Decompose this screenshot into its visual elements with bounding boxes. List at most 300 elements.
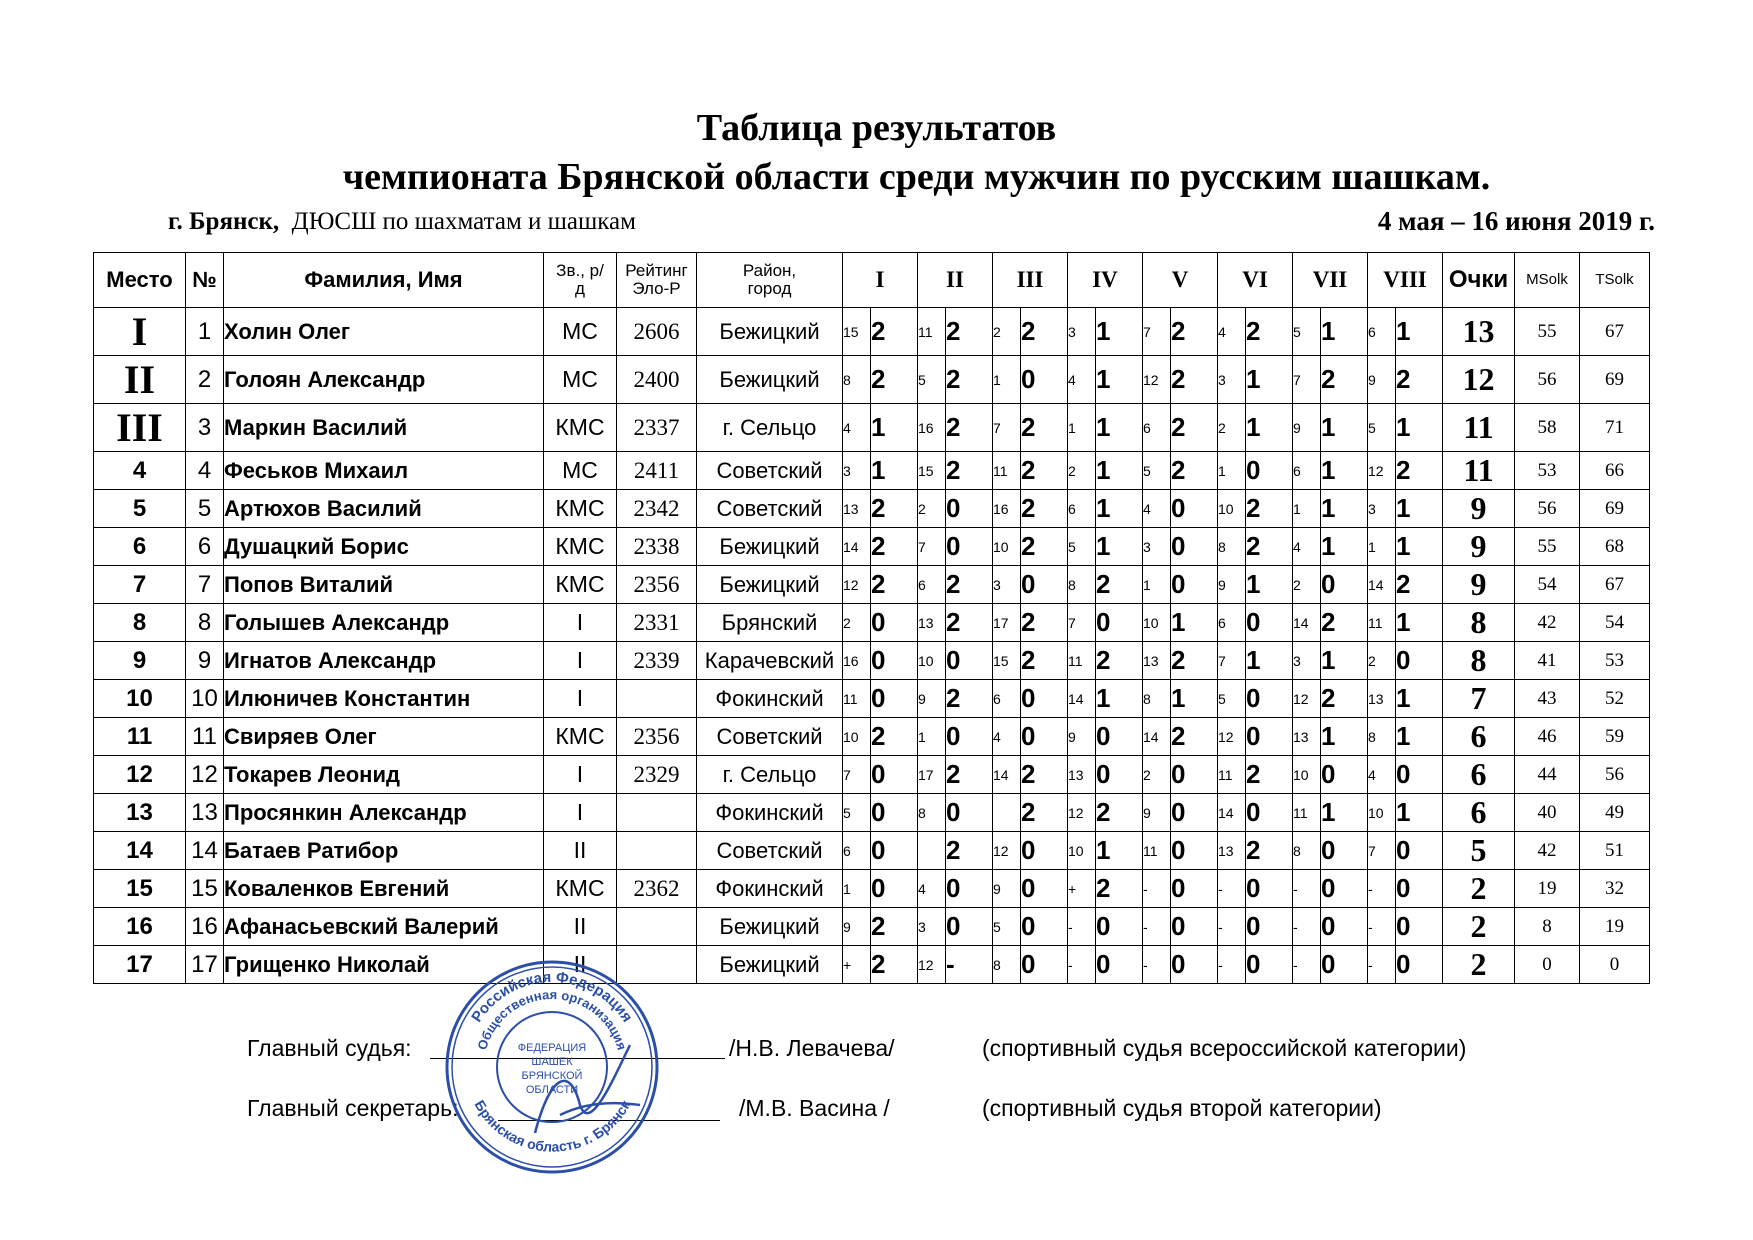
district-cell: г. Сельцо: [697, 756, 843, 794]
round-score: 0: [1021, 718, 1068, 756]
table-row: [94, 604, 1650, 642]
round-score: 0: [1171, 946, 1218, 984]
round-score: 0: [1096, 908, 1143, 946]
district-cell: г. Сельцо: [697, 404, 843, 452]
header-msolk: MSolk: [1515, 253, 1580, 308]
round-score: 1: [1396, 680, 1443, 718]
round-score: 1: [871, 452, 918, 490]
round-opponent: 13: [918, 604, 946, 642]
number-cell: 3: [186, 404, 224, 452]
round-score: 0: [1021, 908, 1068, 946]
rating-cell: 2337: [617, 404, 697, 452]
table-row: [94, 756, 1650, 794]
round-opponent: 10: [1143, 604, 1171, 642]
district-cell: Бежицкий: [697, 946, 843, 984]
player-name: Коваленков Евгений: [224, 870, 544, 908]
round-opponent: 12: [1293, 680, 1321, 718]
round-opponent: [993, 794, 1021, 832]
points-cell: 5: [1443, 832, 1515, 870]
table-row: [94, 566, 1650, 604]
number-cell: 16: [186, 908, 224, 946]
round-score: 1: [1396, 718, 1443, 756]
round-score: 2: [1171, 642, 1218, 680]
round-opponent: -: [1293, 908, 1321, 946]
points-cell: 6: [1443, 756, 1515, 794]
round-opponent: 13: [1143, 642, 1171, 680]
points-cell: 6: [1443, 794, 1515, 832]
round-score: 1: [1321, 794, 1368, 832]
round-opponent: 7: [1143, 308, 1171, 356]
round-score: 0: [1321, 832, 1368, 870]
header-name: Фамилия, Имя: [224, 253, 544, 308]
round-score: 2: [1321, 604, 1368, 642]
round-score: 0: [1096, 756, 1143, 794]
district-cell: Фокинский: [697, 680, 843, 718]
round-opponent: 6: [1368, 308, 1396, 356]
round-score: 2: [871, 528, 918, 566]
round-opponent: 15: [918, 452, 946, 490]
round-score: 0: [946, 794, 993, 832]
round-score: 0: [1396, 946, 1443, 984]
points-cell: 9: [1443, 528, 1515, 566]
round-opponent: 6: [918, 566, 946, 604]
round-opponent: 3: [918, 908, 946, 946]
rank-cell: II: [544, 832, 617, 870]
header-rank: Зв., р/д: [544, 253, 617, 308]
table-row: [94, 680, 1650, 718]
round-score: 0: [1396, 908, 1443, 946]
round-opponent: 4: [1143, 490, 1171, 528]
round-score: 1: [1396, 604, 1443, 642]
round-score: 2: [1021, 794, 1068, 832]
round-score: 1: [1096, 832, 1143, 870]
stamp-inner-line-3: БРЯНСКОЙ: [521, 1070, 583, 1082]
round-score: 0: [1246, 680, 1293, 718]
round-opponent: -: [1368, 870, 1396, 908]
rank-cell: МС: [544, 356, 617, 404]
points-cell: 8: [1443, 642, 1515, 680]
round-score: 0: [1171, 528, 1218, 566]
round-opponent: 15: [993, 642, 1021, 680]
round-opponent: 1: [993, 356, 1021, 404]
round-opponent: 7: [918, 528, 946, 566]
msolk-cell: 56: [1515, 490, 1580, 528]
round-opponent: 14: [1218, 794, 1246, 832]
round-opponent: 6: [1293, 452, 1321, 490]
round-score: 0: [871, 832, 918, 870]
table-row: [94, 490, 1650, 528]
table-row: [94, 528, 1650, 566]
round-score: 0: [871, 642, 918, 680]
header-round-5: V: [1143, 253, 1218, 308]
tsolk-cell: 59: [1580, 718, 1650, 756]
district-cell: Бежицкий: [697, 566, 843, 604]
round-score: 0: [1096, 604, 1143, 642]
points-cell: 7: [1443, 680, 1515, 718]
round-opponent: 7: [843, 756, 871, 794]
rating-cell: 2339: [617, 642, 697, 680]
round-score: 2: [871, 356, 918, 404]
round-opponent: 14: [1293, 604, 1321, 642]
venue: ДЮСШ по шахматам и шашкам: [291, 208, 636, 235]
round-opponent: 4: [1218, 308, 1246, 356]
round-score: 1: [1396, 794, 1443, 832]
round-score: 0: [871, 604, 918, 642]
round-score: 0: [1396, 870, 1443, 908]
round-score: 2: [1096, 794, 1143, 832]
round-opponent: 9: [1143, 794, 1171, 832]
round-opponent: -: [1218, 908, 1246, 946]
player-name: Холин Олег: [224, 308, 544, 356]
judge-category: (спортивный судья всероссийской категории): [982, 1035, 1467, 1061]
number-cell: 4: [186, 452, 224, 490]
round-opponent: 11: [1218, 756, 1246, 794]
header-place: Место: [94, 253, 186, 308]
round-score: 2: [946, 680, 993, 718]
round-opponent: 8: [843, 356, 871, 404]
rating-cell: [617, 908, 697, 946]
msolk-cell: 53: [1515, 452, 1580, 490]
tsolk-cell: 52: [1580, 680, 1650, 718]
round-score: 0: [1321, 908, 1368, 946]
tsolk-cell: 67: [1580, 566, 1650, 604]
player-name: Маркин Василий: [224, 404, 544, 452]
round-score: 1: [1321, 642, 1368, 680]
round-opponent: 3: [1218, 356, 1246, 404]
place-cell: 6: [94, 528, 186, 566]
round-opponent: 6: [843, 832, 871, 870]
round-opponent: 5: [993, 908, 1021, 946]
round-opponent: 1: [1143, 566, 1171, 604]
round-score: 0: [1096, 718, 1143, 756]
organization-stamp: [440, 955, 665, 1180]
player-name: Артюхов Василий: [224, 490, 544, 528]
round-opponent: 14: [1143, 718, 1171, 756]
round-score: 1: [1321, 490, 1368, 528]
round-opponent: 5: [918, 356, 946, 404]
round-score: 0: [946, 642, 993, 680]
place-cell: 7: [94, 566, 186, 604]
player-name: Илюничев Константин: [224, 680, 544, 718]
rating-cell: 2338: [617, 528, 697, 566]
round-opponent: 11: [1293, 794, 1321, 832]
round-opponent: 10: [918, 642, 946, 680]
round-opponent: 17: [993, 604, 1021, 642]
tsolk-cell: 49: [1580, 794, 1650, 832]
points-cell: 2: [1443, 870, 1515, 908]
round-score: 0: [1021, 946, 1068, 984]
round-score: 0: [946, 490, 993, 528]
round-score: 0: [1021, 870, 1068, 908]
number-cell: 7: [186, 566, 224, 604]
round-opponent: 5: [1368, 404, 1396, 452]
tsolk-cell: 54: [1580, 604, 1650, 642]
round-opponent: 4: [843, 404, 871, 452]
round-score: 2: [871, 566, 918, 604]
round-score: 2: [946, 566, 993, 604]
round-opponent: 13: [1293, 718, 1321, 756]
round-score: 1: [871, 404, 918, 452]
round-opponent: 11: [843, 680, 871, 718]
tsolk-cell: 32: [1580, 870, 1650, 908]
round-score: 2: [946, 308, 993, 356]
number-cell: 10: [186, 680, 224, 718]
player-name: Феськов Михаил: [224, 452, 544, 490]
number-cell: 14: [186, 832, 224, 870]
number-cell: 9: [186, 642, 224, 680]
round-opponent: 2: [993, 308, 1021, 356]
player-name: Голышев Александр: [224, 604, 544, 642]
round-opponent: 3: [1368, 490, 1396, 528]
district-cell: Фокинский: [697, 870, 843, 908]
rank-cell: I: [544, 604, 617, 642]
round-score: 0: [1021, 680, 1068, 718]
round-opponent: 12: [993, 832, 1021, 870]
round-score: 0: [1321, 756, 1368, 794]
rating-cell: 2362: [617, 870, 697, 908]
round-score: 2: [1171, 404, 1218, 452]
player-name: Голоян Александр: [224, 356, 544, 404]
round-score: 2: [946, 604, 993, 642]
round-opponent: 4: [1068, 356, 1096, 404]
round-score: 0: [1096, 946, 1143, 984]
round-opponent: 9: [1368, 356, 1396, 404]
player-name: Свиряев Олег: [224, 718, 544, 756]
header-tsolk: TSolk: [1580, 253, 1650, 308]
title-line-1: Таблица результатов: [696, 107, 1057, 149]
round-score: 0: [1246, 908, 1293, 946]
judge-name: /Н.В. Левачева/: [729, 1035, 895, 1061]
stamp-inner-line-4: ОБЛАСТИ: [525, 1084, 579, 1096]
round-score: 2: [871, 308, 918, 356]
place-cell: 9: [94, 642, 186, 680]
round-opponent: -: [1143, 946, 1171, 984]
round-score: 1: [1246, 356, 1293, 404]
msolk-cell: 44: [1515, 756, 1580, 794]
msolk-cell: 55: [1515, 528, 1580, 566]
rank-cell: I: [544, 680, 617, 718]
place-cell: 15: [94, 870, 186, 908]
header-points: Очки: [1443, 253, 1515, 308]
round-score: 0: [1021, 356, 1068, 404]
round-score: -: [946, 946, 993, 984]
table-row: [94, 642, 1650, 680]
round-score: 0: [871, 870, 918, 908]
header-round-4: IV: [1068, 253, 1143, 308]
rank-cell: I: [544, 794, 617, 832]
round-opponent: 10: [1293, 756, 1321, 794]
points-cell: 6: [1443, 718, 1515, 756]
table-row: [94, 404, 1650, 452]
round-opponent: 4: [918, 870, 946, 908]
round-score: 2: [1246, 308, 1293, 356]
round-opponent: 12: [1068, 794, 1096, 832]
city: г. Брянск,: [168, 208, 280, 235]
rank-cell: КМС: [544, 870, 617, 908]
header-round-2: II: [918, 253, 993, 308]
round-score: 2: [1021, 490, 1068, 528]
round-opponent: 11: [1068, 642, 1096, 680]
round-score: 0: [1396, 832, 1443, 870]
round-opponent: 1: [1218, 452, 1246, 490]
round-score: 1: [1396, 404, 1443, 452]
round-opponent: 7: [1293, 356, 1321, 404]
tsolk-cell: 0: [1580, 946, 1650, 984]
round-opponent: 7: [1368, 832, 1396, 870]
round-opponent: 9: [918, 680, 946, 718]
round-score: 2: [1096, 870, 1143, 908]
place-cell: 13: [94, 794, 186, 832]
header-round-6: VI: [1218, 253, 1293, 308]
round-score: 2: [946, 756, 993, 794]
round-score: 0: [1246, 452, 1293, 490]
header-round-1: I: [843, 253, 918, 308]
round-opponent: -: [1293, 870, 1321, 908]
round-opponent: 14: [1068, 680, 1096, 718]
points-cell: 9: [1443, 566, 1515, 604]
round-opponent: 11: [1143, 832, 1171, 870]
table-row: [94, 832, 1650, 870]
number-cell: 12: [186, 756, 224, 794]
round-score: 1: [1321, 452, 1368, 490]
stamp-inner-line-2: ШАШЕК: [531, 1056, 573, 1068]
round-score: 0: [1396, 642, 1443, 680]
round-opponent: 13: [1218, 832, 1246, 870]
round-opponent: -: [1218, 870, 1246, 908]
rank-cell: МС: [544, 308, 617, 356]
round-opponent: 6: [1068, 490, 1096, 528]
round-opponent: -: [1218, 946, 1246, 984]
round-opponent: 11: [1368, 604, 1396, 642]
number-cell: 17: [186, 946, 224, 984]
round-score: 0: [946, 718, 993, 756]
tsolk-cell: 71: [1580, 404, 1650, 452]
table-body: [94, 308, 1650, 984]
round-opponent: 3: [1143, 528, 1171, 566]
round-opponent: 1: [1068, 404, 1096, 452]
stamp-inner-line-1: ФЕДЕРАЦИЯ: [517, 1042, 587, 1054]
round-score: 0: [1246, 718, 1293, 756]
rank-cell: I: [544, 756, 617, 794]
round-opponent: 8: [1368, 718, 1396, 756]
rank-cell: КМС: [544, 718, 617, 756]
venue-line: [168, 208, 636, 236]
round-opponent: 7: [993, 404, 1021, 452]
round-opponent: 4: [1368, 756, 1396, 794]
place-cell: 11: [94, 718, 186, 756]
round-score: 0: [1246, 870, 1293, 908]
round-opponent: -: [1143, 908, 1171, 946]
district-cell: Советский: [697, 718, 843, 756]
round-score: 2: [1096, 566, 1143, 604]
round-score: 0: [1171, 794, 1218, 832]
rating-cell: 2331: [617, 604, 697, 642]
round-opponent: +: [843, 946, 871, 984]
round-opponent: -: [1068, 908, 1096, 946]
round-score: 1: [1321, 308, 1368, 356]
rating-cell: 2342: [617, 490, 697, 528]
round-score: 1: [1246, 566, 1293, 604]
round-opponent: 9: [993, 870, 1021, 908]
round-score: 2: [1321, 356, 1368, 404]
round-opponent: 2: [1218, 404, 1246, 452]
round-score: 2: [871, 946, 918, 984]
round-opponent: 10: [1218, 490, 1246, 528]
round-score: 2: [1021, 604, 1068, 642]
round-opponent: 8: [993, 946, 1021, 984]
number-cell: 2: [186, 356, 224, 404]
tournament-dates: 4 мая – 16 июня 2019 г.: [1377, 206, 1655, 236]
district-cell: Бежицкий: [697, 356, 843, 404]
round-score: 1: [1321, 404, 1368, 452]
rank-cell: КМС: [544, 566, 617, 604]
round-score: 1: [1321, 718, 1368, 756]
points-cell: 12: [1443, 356, 1515, 404]
tsolk-cell: 69: [1580, 490, 1650, 528]
msolk-cell: 8: [1515, 908, 1580, 946]
rank-cell: II: [544, 908, 617, 946]
header-round-8: VIII: [1368, 253, 1443, 308]
header-round-3: III: [993, 253, 1068, 308]
title-line-2: чемпионата Брянской области среди мужчин по русским шашкам.: [342, 156, 1491, 198]
header-num: №: [186, 253, 224, 308]
round-opponent: 10: [1368, 794, 1396, 832]
round-opponent: 7: [1068, 604, 1096, 642]
msolk-cell: 56: [1515, 356, 1580, 404]
round-score: 2: [1246, 490, 1293, 528]
header-district: Район, город: [697, 253, 843, 308]
round-opponent: 8: [1218, 528, 1246, 566]
round-opponent: 10: [843, 718, 871, 756]
round-opponent: -: [1068, 946, 1096, 984]
secretary-name: /М.В. Васина /: [739, 1095, 890, 1121]
round-score: 2: [871, 718, 918, 756]
place-cell: II: [94, 356, 186, 404]
rank-cell: КМС: [544, 490, 617, 528]
rank-cell: МС: [544, 452, 617, 490]
round-score: 1: [1096, 356, 1143, 404]
round-opponent: 3: [1068, 308, 1096, 356]
number-cell: 13: [186, 794, 224, 832]
round-opponent: 9: [1293, 404, 1321, 452]
secretary-label: Главный секретарь:: [247, 1095, 459, 1121]
round-score: 1: [1246, 642, 1293, 680]
number-cell: 1: [186, 308, 224, 356]
round-score: 1: [1396, 308, 1443, 356]
round-opponent: -: [1293, 946, 1321, 984]
district-cell: Советский: [697, 452, 843, 490]
player-name: Токарев Леонид: [224, 756, 544, 794]
district-cell: Бежицкий: [697, 908, 843, 946]
round-opponent: 3: [843, 452, 871, 490]
round-score: 0: [1171, 832, 1218, 870]
round-score: 1: [1396, 528, 1443, 566]
place-cell: 10: [94, 680, 186, 718]
round-score: 1: [1096, 452, 1143, 490]
rank-cell: КМС: [544, 404, 617, 452]
round-score: 2: [871, 490, 918, 528]
place-cell: 16: [94, 908, 186, 946]
round-opponent: 13: [843, 490, 871, 528]
round-score: 2: [1021, 404, 1068, 452]
round-score: 2: [1171, 356, 1218, 404]
number-cell: 5: [186, 490, 224, 528]
round-score: 2: [871, 908, 918, 946]
round-score: 1: [1171, 604, 1218, 642]
table-row: [94, 908, 1650, 946]
msolk-cell: 42: [1515, 832, 1580, 870]
round-opponent: 12: [843, 566, 871, 604]
